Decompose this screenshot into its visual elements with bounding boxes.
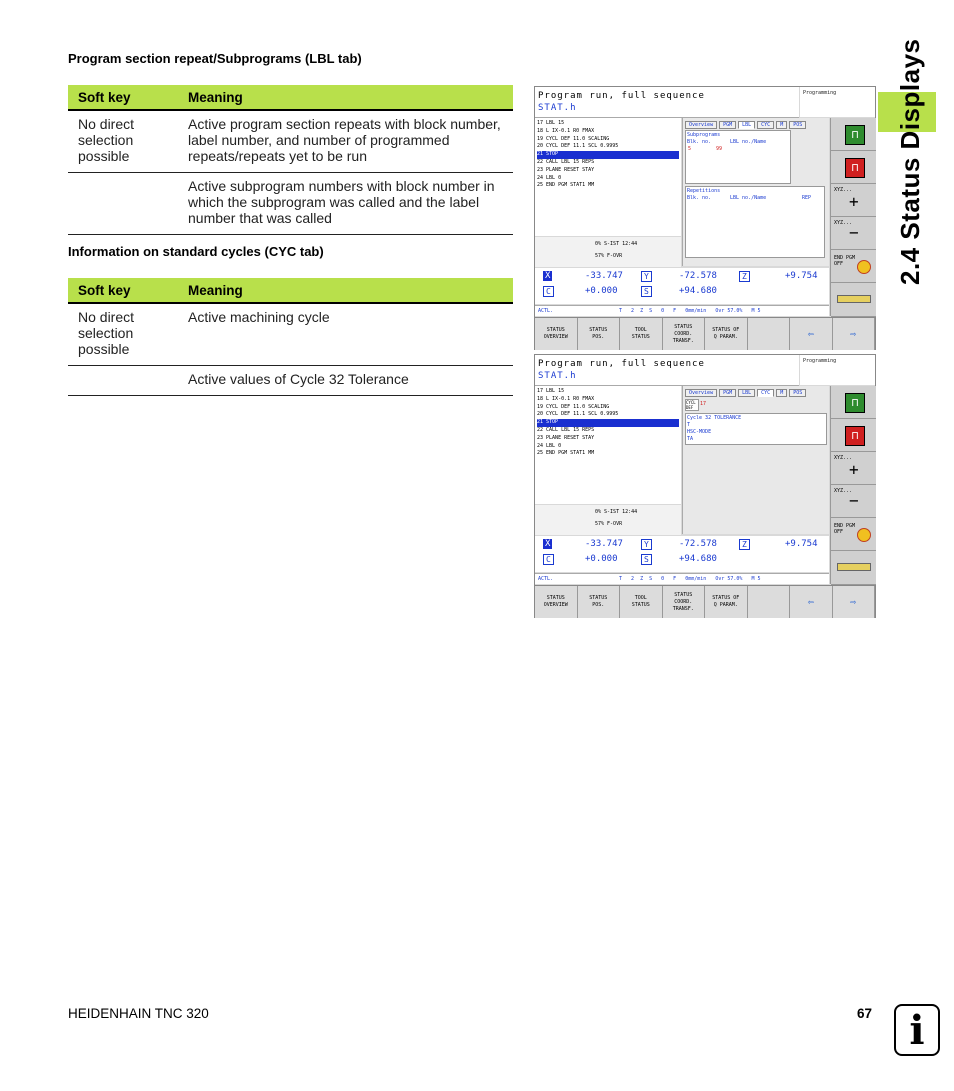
program-line: 23 PLANE RESET STAY [537,166,595,173]
chapter-title: 2.4 Status Displays [895,38,925,285]
tab-lbl[interactable]: LBL [738,389,755,397]
cycl-def-icon: CYCL DEF [685,399,699,411]
softkey-status-coord[interactable]: STATUS COORD. TRANSF. [663,586,706,618]
actual-values-bar [535,305,829,316]
status-tabs [685,389,806,397]
info-icon: i [894,1004,940,1056]
rep-blk-label: Blk. no. [687,195,712,201]
tab-pgm[interactable]: PGM [719,389,736,397]
spindle-info: 0% S-IST 12:44 [595,509,638,515]
actl-label: ACTL. [538,308,554,314]
info-bar [535,237,681,267]
xyz-label: XYZ... [834,455,853,461]
program-line: 22 CALL LBL 15 REPS [537,426,595,433]
softkey-status-qparam[interactable]: STATUS OF Q PARAM. [705,586,748,618]
xyz-minus-softkey[interactable] [831,485,876,518]
plus-icon: + [849,192,859,211]
screen-title: Program run, full sequence [538,359,705,369]
softkey-cell: No direct selection possible [68,110,178,173]
actl-label: ACTL. [538,576,554,582]
mode-label: Programming [800,355,875,385]
screenshot-lbl-tab [534,86,876,350]
axis-z-label: Z [739,271,750,282]
end-pgm-label: END PGM OFF [834,255,856,267]
softkey-status-pos[interactable]: STATUS POS. [578,318,621,350]
ruler-softkey[interactable] [831,283,876,317]
tab-pgm[interactable]: PGM [719,121,736,129]
axis-y-label: Y [641,539,652,550]
end-pgm-softkey[interactable] [831,518,876,551]
axis-s-label: S [641,554,652,565]
meaning-cell: Active machining cycle [178,303,513,366]
program-line: 23 PLANE RESET STAY [537,434,595,441]
axis-z-value: +9.754 [785,271,818,281]
minus-icon: − [849,223,859,242]
tab-overview[interactable]: Overview [685,121,717,129]
softkey-tool-status[interactable]: TOOL STATUS [620,318,663,350]
subprograms-label: Subprograms [687,132,721,138]
softkey-status-overview[interactable]: STATUS OVERVIEW [535,318,578,350]
status-pane [682,118,829,266]
blk-no-label: Blk. no. [687,139,712,145]
actual-values-bar [535,573,829,584]
softkey-status-overview[interactable]: STATUS OVERVIEW [535,586,578,618]
xyz-label: XYZ... [834,488,853,494]
cycle-number: 17 [700,401,707,407]
xyz-label: XYZ... [834,187,853,193]
col-header-softkey: Soft key [68,85,178,110]
program-line: 25 END PGM STAT1 MM [537,450,595,457]
tol-t-label: T [687,422,691,428]
table-row [68,303,513,366]
ruler-softkey[interactable] [831,551,876,585]
program-line-active: 21 STOP [537,419,679,427]
axis-x-value: -33.747 [585,271,623,281]
tolerance-box [685,413,827,445]
softkey-prev-icon[interactable]: ⇦ [790,586,833,618]
program-line: 24 LBL 0 [537,442,562,449]
page-number: 67 [857,1006,873,1021]
program-line-active: 21 STOP [537,151,679,159]
subprograms-box [685,130,791,184]
program-listing [535,118,681,236]
red-stop-icon: ⊓ [845,426,865,446]
table-row [68,110,513,173]
lbl-section-heading: Program section repeat/Subprograms (LBL tab) [68,51,362,66]
program-line: 19 CYCL DEF 11.0 SCALING [537,135,610,142]
program-line: 17 LBL 15 [537,388,565,394]
screen-file: STAT.h [538,371,577,381]
axis-y-label: Y [641,271,652,282]
hsc-mode-label: HSC-MODE [687,429,712,435]
feed-override-info: 57% F-OVR [595,253,623,259]
sub-lbl-value: 99 [716,146,723,152]
program-line: 25 END PGM STAT1 MM [537,182,595,189]
vsk-slot[interactable] [831,118,876,151]
end-pgm-softkey[interactable] [831,250,876,283]
program-line: 17 LBL 15 [537,120,565,126]
mode-label: Programming [800,87,875,117]
ruler-icon [837,295,871,303]
sub-blk-value: 5 [688,146,692,152]
axis-s-value: +94.680 [679,554,717,564]
axis-s-value: +94.680 [679,286,717,296]
spindle-info: 0% S-IST 12:44 [595,241,638,247]
clock-icon [857,260,871,274]
tab-m[interactable]: M [776,121,787,129]
lbl-softkey-table [68,85,513,235]
axis-z-value: +9.754 [785,539,818,549]
footer-manual-name: HEIDENHAIN TNC 320 [68,1006,209,1021]
tab-cyc[interactable]: CYC [757,121,774,129]
program-line: 19 CYCL DEF 11.0 SCALING [537,403,610,410]
program-line: 18 L IX-0.1 R0 FMAX [537,127,595,134]
softkey-status-qparam[interactable]: STATUS OF Q PARAM. [705,318,748,350]
tab-m[interactable]: M [776,389,787,397]
vertical-softkeys [830,386,876,584]
vsk-slot[interactable] [831,386,876,419]
tab-cyc[interactable]: CYC [757,389,774,397]
softkey-next-icon[interactable]: ⇨ [833,318,876,350]
repetitions-box [685,186,825,258]
info-bar [535,505,681,535]
screenshot-cyc-tab [534,354,876,618]
tab-lbl[interactable]: LBL [738,121,755,129]
axis-y-value: -72.578 [679,539,717,549]
program-line: 24 LBL 0 [537,174,562,181]
vsk-slot[interactable] [831,419,876,452]
axis-x-value: -33.747 [585,539,623,549]
axis-x-label: X [545,539,551,549]
softkey-tool-status[interactable]: TOOL STATUS [620,586,663,618]
actl-values: T 2 Z S 0 F 0mm/min Ovr 57.0% M 5 [619,308,761,314]
plus-icon: + [849,460,859,479]
softkey-cell: No direct selection possible [68,303,178,366]
screen-title: Program run, full sequence [538,91,705,101]
position-display [535,268,829,304]
softkey-cell [68,366,178,396]
screen-header [535,355,799,386]
rep-lbl-label: LBL no./Name [730,195,767,201]
cyc-section-heading: Information on standard cycles (CYC tab) [68,244,324,259]
program-listing [535,386,681,504]
minus-icon: − [849,491,859,510]
axis-c-label: C [543,554,554,565]
table-row [68,173,513,235]
axis-x-label: X [545,271,551,281]
actl-values: T 2 Z S 0 F 0mm/min Ovr 57.0% M 5 [619,576,761,582]
axis-c-value: +0.000 [585,554,618,564]
tolerance-label: Cycle 32 TOLERANCE [687,415,742,421]
program-line: 20 CYCL DEF 11.1 SCL 0.9995 [537,411,619,418]
feed-override-info: 57% F-OVR [595,521,623,527]
rep-col-label: REP [802,195,812,201]
vertical-softkeys [830,118,876,316]
softkey-prev-icon[interactable]: ⇦ [790,318,833,350]
lbl-name-label: LBL no./Name [730,139,767,145]
tab-pos[interactable]: POS [789,121,806,129]
axis-c-label: C [543,286,554,297]
softkey-status-coord[interactable]: STATUS COORD. TRANSF. [663,318,706,350]
table-row [68,366,513,396]
cyc-softkey-table [68,278,513,396]
axis-y-value: -72.578 [679,271,717,281]
axis-s-label: S [641,286,652,297]
col-header-softkey: Soft key [68,278,178,303]
xyz-plus-softkey[interactable] [831,452,876,485]
meaning-cell: Active program section repeats with block number, label number, and number of programmed repeats/repeats yet to be run [178,110,513,173]
horizontal-softkeys [535,317,875,350]
axis-z-label: Z [739,539,750,550]
vsk-slot[interactable] [831,151,876,184]
xyz-minus-softkey[interactable] [831,217,876,250]
green-run-icon: ⊓ [845,393,865,413]
softkey-status-pos[interactable]: STATUS POS. [578,586,621,618]
screen-header [535,87,799,118]
meaning-cell: Active values of Cycle 32 Tolerance [178,366,513,396]
clock-icon [857,528,871,542]
status-tabs [685,121,806,129]
softkey-empty[interactable] [748,318,791,350]
ta-label: TA [687,436,694,442]
horizontal-softkeys [535,585,875,618]
softkey-cell [68,173,178,235]
position-display [535,536,829,572]
status-pane [682,386,829,534]
xyz-label: XYZ... [834,220,853,226]
ruler-icon [837,563,871,571]
screen-file: STAT.h [538,103,577,113]
program-line: 20 CYCL DEF 11.1 SCL 0.9995 [537,143,619,150]
softkey-empty[interactable] [748,586,791,618]
axis-c-value: +0.000 [585,286,618,296]
meaning-cell: Active subprogram numbers with block number in which the subprogram was called and the label number that was called [178,173,513,235]
program-line: 18 L IX-0.1 R0 FMAX [537,395,595,402]
col-header-meaning: Meaning [178,85,513,110]
xyz-plus-softkey[interactable] [831,184,876,217]
tab-overview[interactable]: Overview [685,389,717,397]
softkey-next-icon[interactable]: ⇨ [833,586,876,618]
program-line: 22 CALL LBL 15 REPS [537,158,595,165]
green-run-icon: ⊓ [845,125,865,145]
col-header-meaning: Meaning [178,278,513,303]
red-stop-icon: ⊓ [845,158,865,178]
end-pgm-label: END PGM OFF [834,523,856,535]
tab-pos[interactable]: POS [789,389,806,397]
repetitions-label: Repetitions [687,188,721,194]
